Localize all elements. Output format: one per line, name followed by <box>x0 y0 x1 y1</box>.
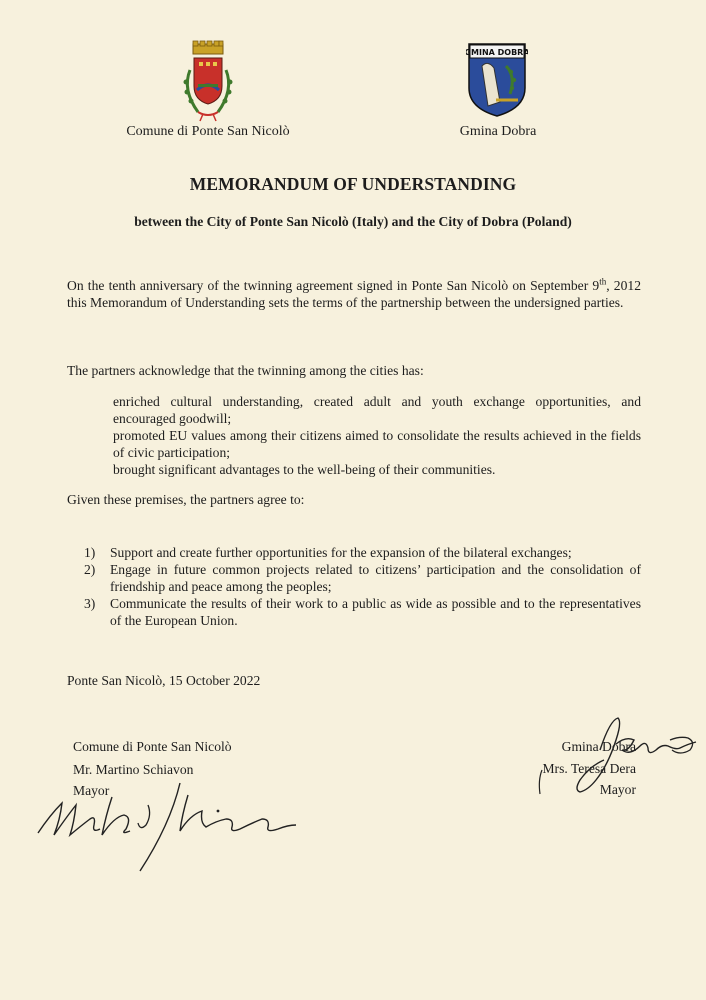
agreement-item <box>84 595 641 629</box>
acknowledge-list <box>113 393 641 478</box>
acknowledge-item: enriched cultural understanding, created adult and youth exchange opportunities, and encouraged goodwill; <box>113 394 641 426</box>
premises-paragraph: Given these premises, the partners agree to: <box>67 492 305 507</box>
gmina-dobra-crest-icon <box>466 42 528 118</box>
agreement-text: Communicate the results of their work to a public as wide as possible and to the representatives of the European Union. <box>110 596 641 628</box>
agreement-text: Engage in future common projects related to citizens’ participation and the consolidation of friendship and peace among the peoples; <box>110 562 641 594</box>
left-signatory-role: Mayor <box>73 783 110 798</box>
gmina-dobra-crest-text: GMINA DOBRA <box>466 48 528 57</box>
left-signatory-org: Comune di Ponte San Nicolò <box>73 739 232 754</box>
acknowledge-paragraph: The partners acknowledge that the twinning among the cities has: <box>67 363 424 378</box>
acknowledge-item: brought significant advantages to the well-being of their communities. <box>113 462 496 477</box>
left-handwritten-signature-icon <box>30 775 310 875</box>
agreement-number: 3) <box>84 596 96 611</box>
agreement-number: 1) <box>84 545 96 560</box>
agreement-list <box>84 544 641 629</box>
right-signatory-name: Mrs. Teresa Dera <box>542 761 636 776</box>
right-crest-caption: Gmina Dobra <box>459 124 537 139</box>
date-line: Ponte San Nicolò, 15 October 2022 <box>67 673 261 688</box>
acknowledge-item: promoted EU values among their citizens aimed to consolidate the results achieved in the fields of civic participation; <box>113 428 641 460</box>
agreement-text: Support and create further opportunities for the expansion of the bilateral exchanges; <box>110 545 572 560</box>
intro-text-part1: On the tenth anniversary of the twinning agreement signed in Ponte San Nicolò on September 9 <box>67 278 600 293</box>
agreement-item <box>84 544 641 561</box>
intro-text-part2: , 2012 this Memorandum of Understanding sets the terms of the partnership between the undersigned parties. <box>67 278 641 310</box>
agreement-number: 2) <box>84 562 96 577</box>
agreement-item <box>84 561 641 595</box>
right-handwritten-signature-icon <box>530 710 705 805</box>
left-crest-caption: Comune di Ponte San Nicolò <box>126 124 290 139</box>
document-subtitle: between the City of Ponte San Nicolò (Italy) and the City of Dobra (Poland) <box>134 214 572 229</box>
ponte-san-nicolo-crest-icon <box>176 40 240 122</box>
right-signatory-org: Gmina Dobra <box>561 739 636 754</box>
document-title: MEMORANDUM OF UNDERSTANDING <box>189 174 517 194</box>
left-signatory-name: Mr. Martino Schiavon <box>73 762 194 777</box>
intro-superscript: th <box>599 276 607 287</box>
intro-paragraph <box>67 277 641 311</box>
right-signatory-role: Mayor <box>599 782 636 797</box>
